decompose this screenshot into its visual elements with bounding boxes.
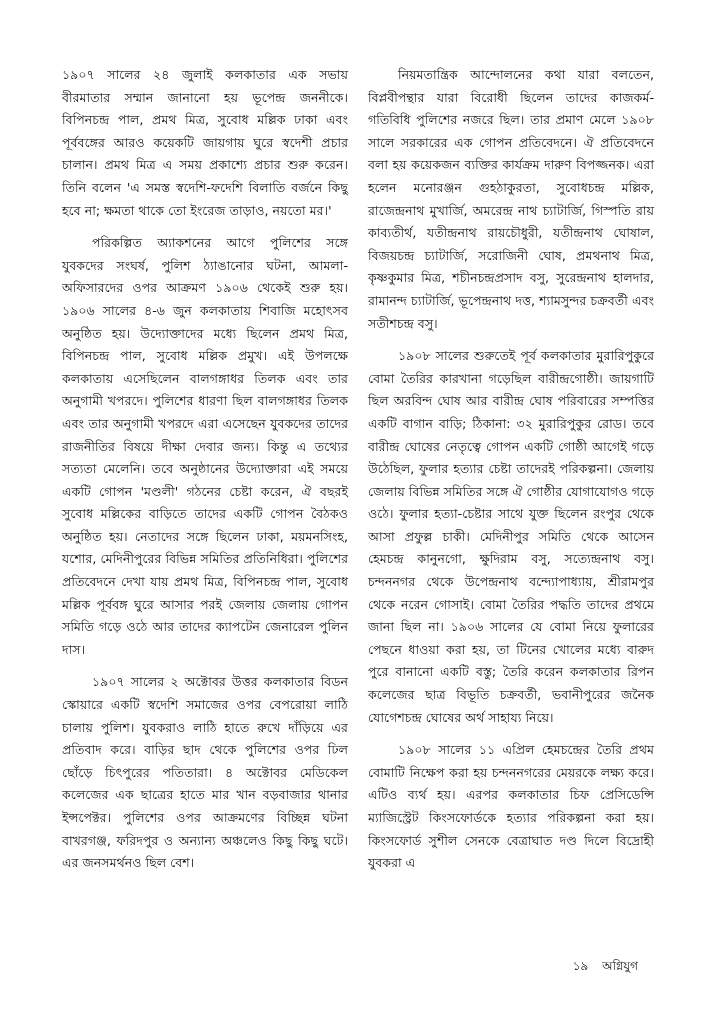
right-paragraph-3: ১৯০৮ সালের ১১ এপ্রিল হেমচন্দ্রের তৈরি প্রথম বোমাটি নিক্ষেপ করা হয় চন্দননগরের মেয়রকে লক্ষ্য করে। এটিও ব্যর্থ হয়। এরপর কলকাতার চিফ প্রেসিডেন্সি ম্যাজিস্ট্রেট কিংসফোর্ডকে হত্যার পরিকল্পনা করা হয়। কিংসফোর্ড সুশীল সেনকে বেত্রাঘাত দণ্ড দিলে বিদ্রোহী যুবকরা এ (368, 742, 654, 871)
right-column (368, 64, 654, 885)
page-footer (573, 958, 638, 978)
left-paragraph-2: পরিকল্পিত অ্যাকশনের আগে পুলিশের সঙ্গে যুবকদের সংঘর্ষ, পুলিশ ঠ্যাঙানোর ঘটনা, আমলা-অফিসারদের ওপর আক্রমণ ১৯০৬ থেকেই শুরু হয়। ১৯০৬ সালের ৪-৬ জুন কলকাতায় শিবাজি মহোৎসব অনুষ্ঠিত হয়। উদ্যোক্তাদের মধ্যে ছিলেন প্রমথ মিত্র, বিপিনচন্দ্র পাল, সুবোধ মল্লিক প্রমুখ। এই উপলক্ষে কলকাতায় এসেছিলেন বালগঙ্গাধর তিলক এবং তার অনুগামী খপরদে। পুলিশের ধারণা ছিল বালগঙ্গাধর তিলক এবং তার অনুগামী খপরদে এরা এসেছেন যুবকদের তাদের রাজনীতির বিষয়ে দীক্ষা দেবার জন্য। কিন্তু এ তথ্যের সত্যতা মেলেনি। তবে অনুষ্ঠানের উদ্যোক্তারা এই সময়ে একটি গোপন 'মণ্ডলী' গঠনের চেষ্টা করেন, ঐ বছরই সুবোধ মল্লিকের বাড়িতে তাদের একটি গোপন বৈঠকও অনুষ্ঠিত হয়। নেতাদের সঙ্গে ছিলেন ঢাকা, ময়মনসিংহ, যশোর, মেদিনীপুরের বিভিন্ন সমিতির প্রতিনিধিরা। পুলিশের প্রতিবেদনে দেখা যায় প্রমথ মিত্র, বিপিনচন্দ্র পাল, সুবোধ মল্লিক পূর্ববঙ্গ ঘুরে আসার পরই জেলায় জেলায় গোপন সমিতি গড়ে ওঠে আর তাদের ক্যাপটেন জেনারেল পুলিন দাস। (62, 235, 348, 657)
left-column (62, 64, 348, 885)
right-paragraph-1: নিয়মতান্ত্রিক আন্দোলনের কথা যারা বলতেন, বিপ্লবীপন্থার যারা বিরোধী ছিলেন তাদের কাজকর্ম-গতিবিধি পুলিশের নজরে ছিল। তার প্রমাণ মেলে ১৯০৮ সালে সরকারের এক গোপন প্রতিবেদনে। ঐ প্রতিবেদনে বলা হয় কয়েকজন ব্যক্তির কার্যক্রম দারুণ বিপজ্জনক। এরা হলেন মনোরঞ্জন গুহঠাকুরতা, সুবোধচন্দ্র মল্লিক, রাজেন্দ্রনাথ মুখার্জি, অমরেন্দ্র নাথ চ্যাটার্জি, গিস্পতি রায় কাব্যতীর্থ, যতীন্দ্রনাথ রায়চৌধুরী, যতীন্দ্রনাথ ঘোষাল, বিজয়চন্দ্র চ্যাটার্জি, সরোজিনী ঘোষ, প্রমথনাথ মিত্র, কৃষ্ণকুমার মিত্র, শচীনচন্দ্রপ্রসাদ বসু, সুরেন্দ্রনাথ হালদার, রামানন্দ চ্যাটার্জি, ভূপেন্দ্রনাথ দত্ত, শ্যামসুন্দর চক্রবর্তী এবং সতীশচন্দ্র বসু। (368, 67, 654, 331)
page-number: ১৯ (572, 959, 589, 973)
magazine-name: অগ্নিযুগ (602, 959, 638, 973)
right-paragraph-2: ১৯০৮ সালের শুরুতেই পূর্ব কলকাতার মুরারিপুকুরে বোমা তৈরির কারখানা গড়েছিল বারীন্দ্রগোষ্ঠী। জায়গাটি ছিল অরবিন্দ ঘোষ আর বারীন্দ্র ঘোষ পরিবারের সম্পত্তির একটি বাগান বাড়ি; ঠিকানা: ৩২ মুরারিপুকুর রোড। তবে বারীন্দ্র ঘোষের নেতৃত্বে গোপন একটি গোষ্ঠী আগেই গড়ে উঠেছিল, ফুলার হত্যার চেষ্টা তাদেরই পরিকল্পনা। জেলায় জেলায় বিভিন্ন সমিতির সঙ্গে ঐ গোষ্ঠীর যোগাযোগও গড়ে ওঠে। ফুলার হত্যা-চেষ্টার সাথে যুক্ত ছিলেন রংপুর থেকে আসা প্রফুল্ল চাকী। মেদিনীপুর সমিতি থেকে আসেন হেমচন্দ্র কানুনগো, ক্ষুদিরাম বসু, সত্যেন্দ্রনাথ বসু। চন্দননগর থেকে উপেন্দ্রনাথ বন্দ্যোপাধ্যায়, শ্রীরামপুর থেকে নরেন গোসাই। বোমা তৈরির পদ্ধতি তাদের প্রথমে জানা ছিল না। ১৯০৬ সালের যে বোমা নিয়ে ফুলারের পেছনে ধাওয়া করা হয়, তা টিনের খোলের মধ্যে বারুদ পুরে বানানো একটি বস্তু; তৈরি করেন কলকাতার রিপন কলেজের ছাত্র বিভূতি চক্রবর্তী, ভবানীপুরের জনৈক যোগেশচন্দ্র ঘোষের অর্থ সাহায্য নিয়ে। (368, 348, 654, 725)
left-paragraph-1: ১৯০৭ সালের ২৪ জুলাই কলকাতার এক সভায় বীরমাতার সম্মান জানানো হয় ভূপেন্দ্র জননীকে। বিপিনচন্দ্র পাল, প্রমথ মিত্র, সুবোধ মল্লিক ঢাকা এবং পূর্ববঙ্গের আরও কয়েকটি জায়গায় ঘুরে স্বদেশী প্রচার চালান। প্রমথ মিত্র এ সময় প্রকাশ্যে প্রচার শুরু করেন। তিনি বলেন 'এ সমস্ত স্বদেশি-ফদেশি বিলাতি বর্জনে কিছু হবে না; ক্ষমতা থাকে তো ইংরেজ তাড়াও, নয়তো মর।' (62, 67, 348, 218)
left-paragraph-3: ১৯০৭ সালের ২ অক্টোবর উত্তর কলকাতার বিডন স্কোয়ারে একটি স্বদেশি সমাজের ওপর বেপরোয়া লাঠি চালায় পুলিশ। যুবকরাও লাঠি হাতে রুখে দাঁড়িয়ে এর প্রতিবাদ করে। বাড়ির ছাদ থেকে পুলিশের ওপর ঢিল ছোঁড়ে চিৎপুরের পতিতারা। ৪ অক্টোবর মেডিকেল কলেজের এক ছাত্রের হাতে মার খান বড়বাজার থানার ইন্সপেক্টর। পুলিশের ওপর আক্রমণের বিচ্ছিন্ন ঘটনা বাখরগঞ্জ, ফরিদপুর ও অন্যান্য অঞ্চলেও কিছু কিছু ঘটে। এর জনসমর্থনও ছিল বেশ। (62, 674, 348, 871)
